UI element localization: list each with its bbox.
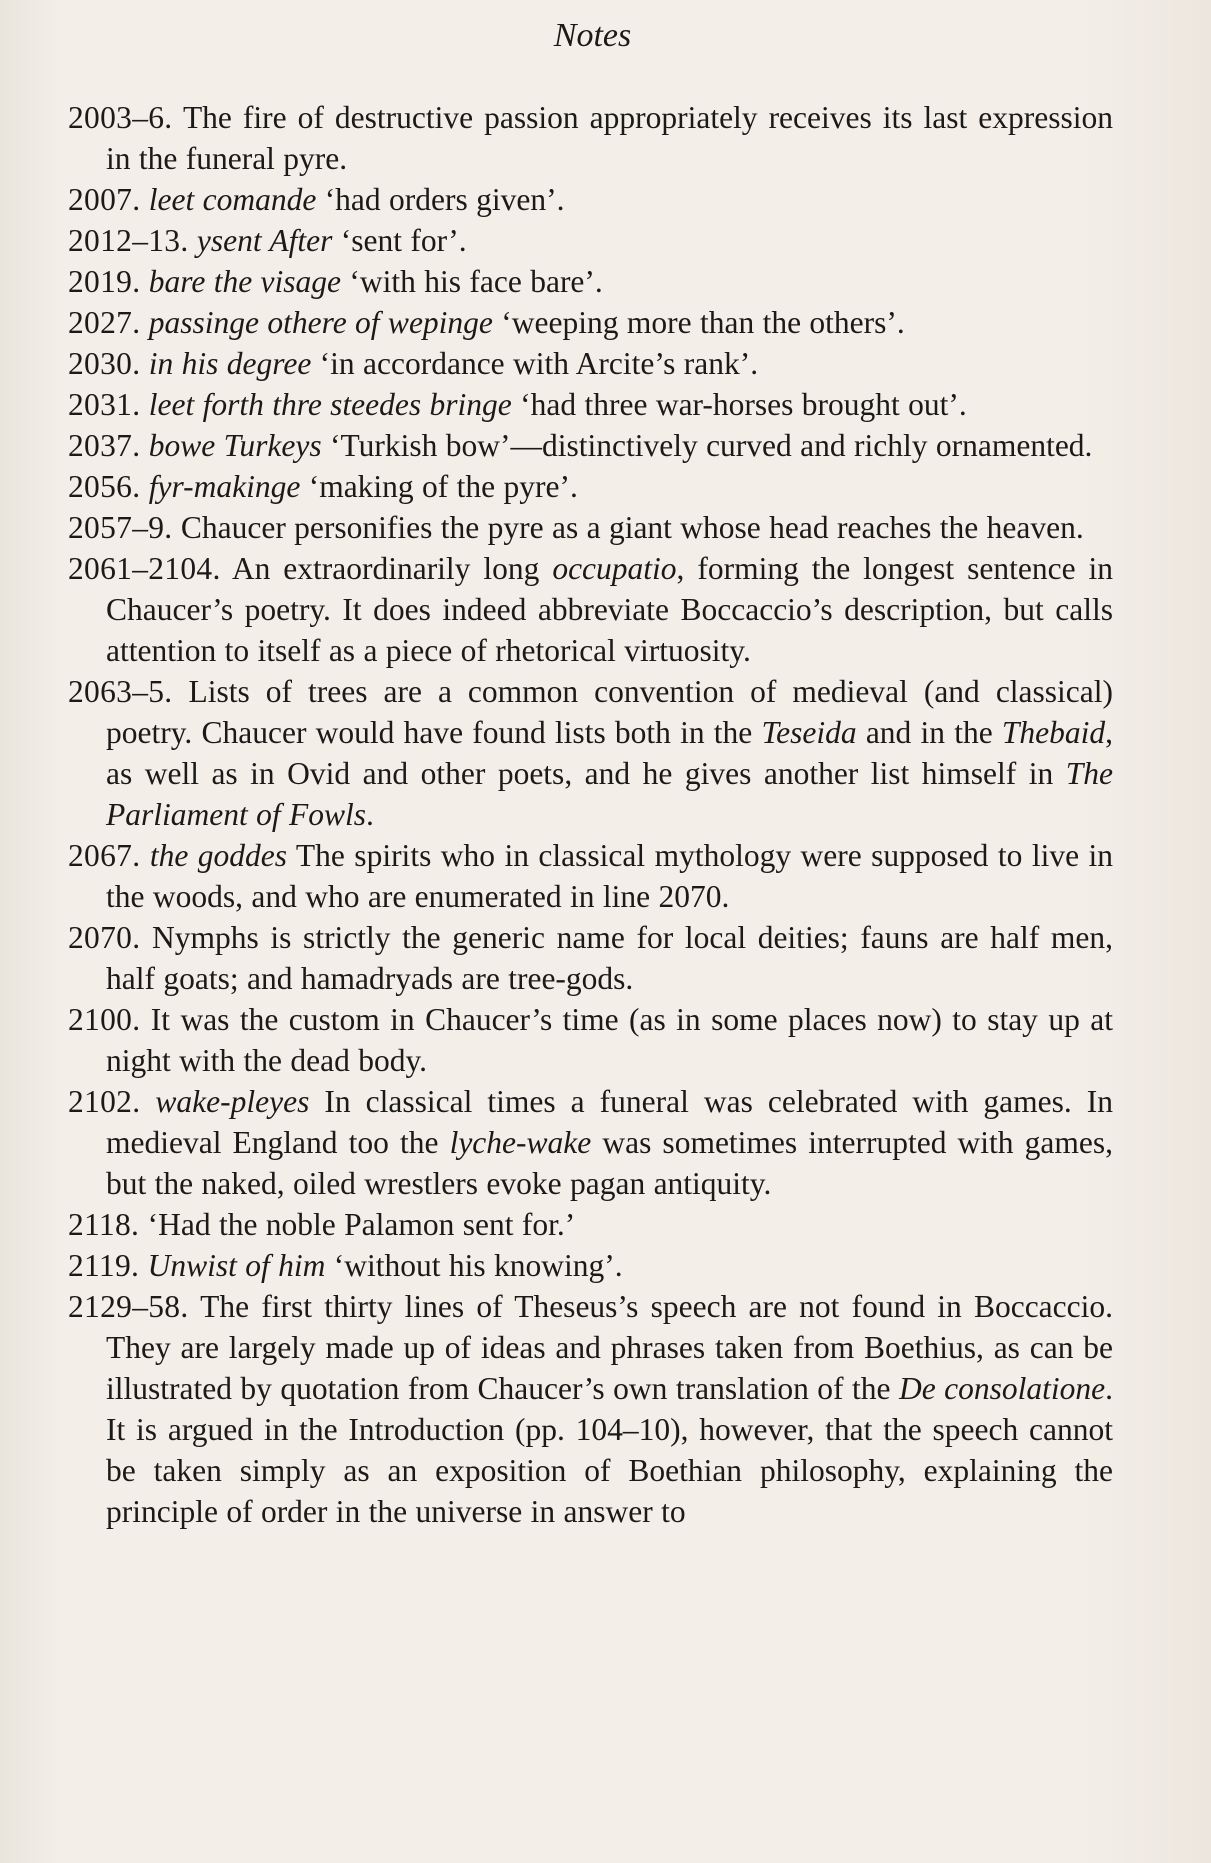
note-text: An extraordinarily long xyxy=(231,551,540,586)
note-2031 xyxy=(68,384,1113,425)
note-number: 2102. xyxy=(68,1084,141,1119)
note-text: ‘had orders given’. xyxy=(324,182,565,217)
note-2119 xyxy=(68,1245,1113,1286)
note-text: ‘without his knowing’. xyxy=(333,1248,623,1283)
note-italic-title: The Parliament of Fowls xyxy=(106,756,1114,832)
note-lemma: the goddes xyxy=(149,838,287,873)
note-text: ‘sent for’. xyxy=(340,223,467,258)
note-number: 2100. xyxy=(68,1002,141,1037)
note-number: 2070. xyxy=(68,920,141,955)
note-number: 2019. xyxy=(68,264,141,299)
note-number: 2037. xyxy=(68,428,141,463)
note-text: Lists of trees are a common convention of medieval (and classical) poetry. Chaucer would have found lists both in the xyxy=(106,674,1114,750)
notes-list xyxy=(68,97,1113,1532)
note-lemma: leet comande xyxy=(148,182,317,217)
note-2129 xyxy=(68,1286,1113,1532)
note-text: , forming the longest sentence in Chaucer’s poetry. It does indeed abbreviate Boccaccio’s description, but calls attention to itself as a piece of rhetorical virtuosity. xyxy=(106,551,1113,668)
note-2012 xyxy=(68,220,1113,261)
note-2037 xyxy=(68,425,1113,466)
note-2063 xyxy=(68,671,1113,835)
note-2100 xyxy=(68,999,1113,1081)
note-2027 xyxy=(68,302,1113,343)
note-number: 2027. xyxy=(68,305,141,340)
note-text: was sometimes interrupted with games, but the naked, oiled wrestlers evoke pagan antiquity. xyxy=(106,1125,1114,1201)
note-number: 2003–6. xyxy=(68,100,173,135)
note-number: 2007. xyxy=(68,182,141,217)
note-text: The fire of destructive passion appropriately receives its last expression in the funeral pyre. xyxy=(106,100,1114,176)
note-number: 2030. xyxy=(68,346,141,381)
note-lemma: wake-pleyes xyxy=(155,1084,310,1119)
note-text: ‘in accordance with Arcite’s rank’. xyxy=(319,346,759,381)
note-italic-title: Teseida xyxy=(761,715,857,750)
note-lemma: bowe Turkeys xyxy=(148,428,322,463)
note-lemma: ysent After xyxy=(196,223,333,258)
note-2070 xyxy=(68,917,1113,999)
note-number: 2061–2104. xyxy=(68,551,221,586)
note-lemma: fyr-makinge xyxy=(148,469,301,504)
note-text: . xyxy=(366,797,374,832)
note-2061 xyxy=(68,548,1113,671)
note-lemma: leet forth thre steedes bringe xyxy=(148,387,512,422)
note-2057 xyxy=(68,507,1113,548)
note-italic-term: lyche-wake xyxy=(449,1125,592,1160)
note-text: ‘with his face bare’. xyxy=(349,264,603,299)
note-lemma: in his degree xyxy=(148,346,312,381)
running-head: Notes xyxy=(553,17,632,54)
note-text: Nymphs is strictly the generic name for local deities; fauns are half men, half goats; and hamadryads are tree-gods. xyxy=(106,920,1113,996)
note-2019 xyxy=(68,261,1113,302)
note-number: 2057–9. xyxy=(68,510,173,545)
note-text: The spirits who in classical mythology were supposed to live in the woods, and who are enumerated in line 2070. xyxy=(106,838,1113,914)
note-2003 xyxy=(68,97,1113,179)
note-italic-title: Thebaid xyxy=(1001,715,1106,750)
note-text: and in the xyxy=(865,715,993,750)
note-italic-term: occupatio xyxy=(552,551,677,586)
note-lemma: bare the visage xyxy=(148,264,342,299)
note-text: ‘Turkish bow’—distinctively curved and richly ornamented. xyxy=(329,428,1093,463)
note-2102 xyxy=(68,1081,1113,1204)
note-text: Chaucer personifies the pyre as a giant whose head reaches the heaven. xyxy=(180,510,1084,545)
note-lemma: Unwist of him xyxy=(147,1248,326,1283)
note-text: In classical times a funeral was celebrated with games. In medieval England too the xyxy=(106,1084,1114,1160)
note-2056 xyxy=(68,466,1113,507)
note-number: 2056. xyxy=(68,469,141,504)
note-number: 2031. xyxy=(68,387,141,422)
note-italic-title: De consolatione xyxy=(898,1371,1106,1406)
note-lemma: passinge othere of wepinge xyxy=(148,305,493,340)
note-number: 2012–13. xyxy=(68,223,189,258)
note-number: 2129–58. xyxy=(68,1289,189,1324)
note-number: 2118. xyxy=(68,1207,140,1242)
note-text: ‘making of the pyre’. xyxy=(308,469,578,504)
note-text: , as well as in Ovid and other poets, and he gives another list himself in xyxy=(106,715,1114,791)
note-number: 2119. xyxy=(68,1248,140,1283)
note-2007 xyxy=(68,179,1113,220)
note-number: 2063–5. xyxy=(68,674,173,709)
note-text: ‘weeping more than the others’. xyxy=(501,305,905,340)
note-2067 xyxy=(68,835,1113,917)
note-text: ‘had three war-horses brought out’. xyxy=(520,387,967,422)
note-text: The first thirty lines of Theseus’s speech are not found in Boccaccio. They are largely made up of ideas and phrases taken from Boethius, as can be illustrated by quotation from Chaucer’s own translation of the xyxy=(106,1289,1113,1406)
note-2118 xyxy=(68,1204,1113,1245)
note-2030 xyxy=(68,343,1113,384)
note-text: . It is argued in the Introduction (pp. 104–10), however, that the speech cannot be taken simply as an exposition of Boethian philosophy, explaining the principle of order in the universe in answer to xyxy=(106,1371,1113,1529)
note-text: ‘Had the noble Palamon sent for.’ xyxy=(147,1207,576,1242)
note-text: It was the custom in Chaucer’s time (as in some places now) to stay up at night with the dead body. xyxy=(106,1002,1113,1078)
note-number: 2067. xyxy=(68,838,141,873)
